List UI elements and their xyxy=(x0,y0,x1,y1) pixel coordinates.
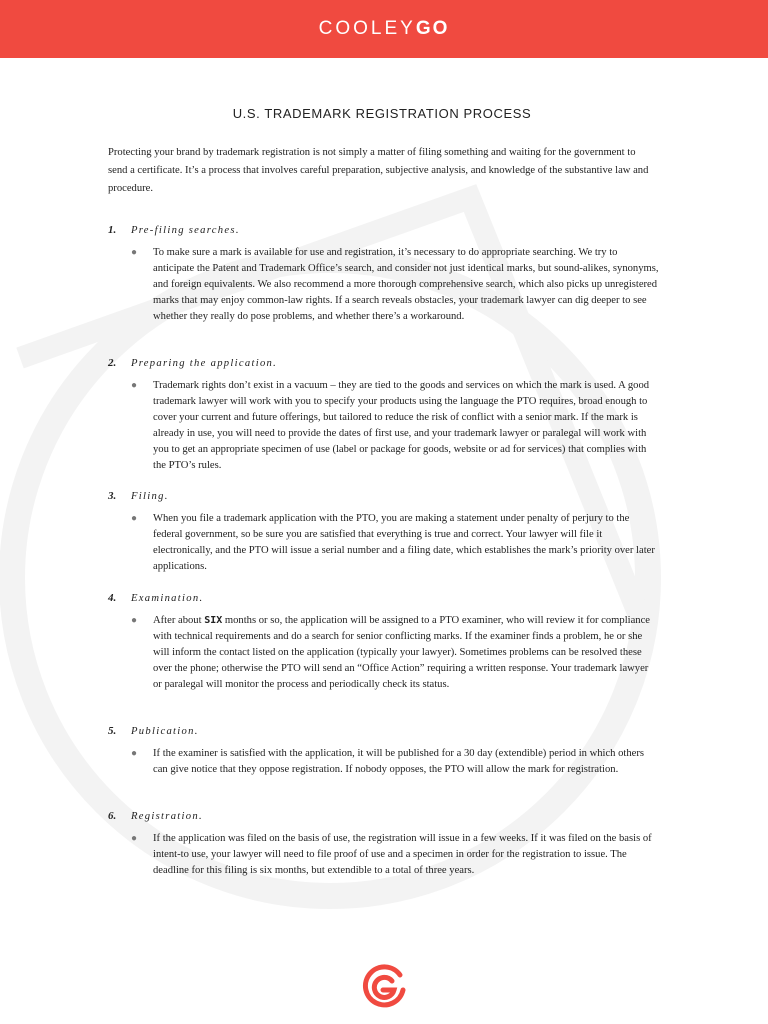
section-title-2 xyxy=(108,355,277,372)
section-number: 5. xyxy=(108,725,117,737)
section-text: To make sure a mark is available for use and registration, it’s necessary to do appropriate searching. We try to anticipate the Patent and Trademark Office’s search, and consider not just identical marks, but sound-alikes, synonyms, and foreign equivalents. We also recommend a more thorough comprehensive search, which also picks up unregistered marks that may enjoy common-law rights. If a search reveals obstacles, your trademark lawyer can dig deeper to see whether they really do pose problems, and whether there’s a workaround. xyxy=(153,247,659,323)
section-title-1 xyxy=(108,222,240,239)
brand-light: COOLEY xyxy=(318,18,416,39)
section-number: 2. xyxy=(108,357,117,369)
section-heading: Examination. xyxy=(131,593,204,604)
section-body-4 xyxy=(131,613,659,693)
section-number: 3. xyxy=(108,490,117,502)
section-text: Trademark rights don’t exist in a vacuum – they are tied to the goods and services on which the mark is used. A good trademark lawyer will work with you to specify your products using the language the PTO requires, broad enough to cover your current and future offerings, but tailored to reduce the risk of conflict with a senior mark. If the mark is already in use, you will need to provide the dates of first use, and your trademark lawyer or paralegal will work with you to get an appropriate specimen of use (label or package for goods, website or ad for services) that complies with the PTO’s rules. xyxy=(153,380,650,472)
brand-bold: GO xyxy=(415,18,450,39)
section-text-prefix: After about xyxy=(153,615,205,626)
section-body-5 xyxy=(131,746,659,778)
section-title-5 xyxy=(108,723,199,740)
section-body-2 xyxy=(131,378,659,475)
section-heading: Publication. xyxy=(131,726,199,737)
section-number: 6. xyxy=(108,810,117,822)
cooley-go-logo-icon xyxy=(361,964,407,1010)
section-heading: Pre-filing searches. xyxy=(131,225,240,236)
highlighted-word: SIX xyxy=(204,615,223,626)
section-number: 4. xyxy=(108,592,117,604)
section-title-6 xyxy=(108,808,203,825)
bullet-icon: ● xyxy=(131,380,138,391)
section-text: When you file a trademark application with the PTO, you are making a statement under penalty of perjury to the federal government, so be sure you are satisfied that everything is true and correct. Your lawyer will file it electronically, and the PTO will issue a serial number and a filing date, which establishes the mark’s priority over later applications. xyxy=(153,513,655,573)
intro-paragraph: Protecting your brand by trademark registration is not simply a matter of filing something and waiting for the government to send a certificate. It’s a process that involves careful preparation, subjective analysis, and knowledge of the substantive law and procedure. xyxy=(108,147,649,194)
section-body-3 xyxy=(131,511,659,575)
section-text: If the application was filed on the basis of use, the registration will issue in a few weeks. If it was filed on the basis of intent-to use, your lawyer will need to file proof of use and a specimen in order for the registration to issue. The deadline for this filing is six months, but extendible to a total of three years. xyxy=(153,833,652,877)
bullet-icon: ● xyxy=(131,247,138,258)
page-title: U.S. TRADEMARK REGISTRATION PROCESS xyxy=(232,106,532,121)
bullet-icon: ● xyxy=(131,513,138,524)
section-text: months or so, the application will be assigned to a PTO examiner, who will review it for compliance with technical requirements and do a search for senior conflicting marks. If the examiner finds a problem, he or she will inform the contact listed on the application (typically your lawyer). Sometimes problems can be resolved these over the phone; otherwise the PTO will send an “Office Action” requiring a written response. Your trademark lawyer or paralegal will monitor the process and periodically check its status. xyxy=(153,615,650,691)
section-text: If the examiner is satisfied with the application, it will be published for a 30 day (extendible) period in which others can give notice that they oppose registration. If nobody opposes, the PTO will allow the mark for registration. xyxy=(153,748,645,776)
section-body-1 xyxy=(131,245,659,325)
section-heading: Filing. xyxy=(131,491,169,502)
bullet-icon: ● xyxy=(131,748,138,759)
section-body-6 xyxy=(131,831,659,879)
section-heading: Registration. xyxy=(131,811,203,822)
bullet-icon: ● xyxy=(131,833,138,844)
bullet-icon: ● xyxy=(131,615,138,626)
section-title-3 xyxy=(108,488,169,505)
brand-logo xyxy=(319,18,450,40)
section-heading: Preparing the application. xyxy=(131,358,278,369)
section-number: 1. xyxy=(108,224,117,236)
header-bar xyxy=(0,0,768,58)
section-title-4 xyxy=(108,590,203,607)
